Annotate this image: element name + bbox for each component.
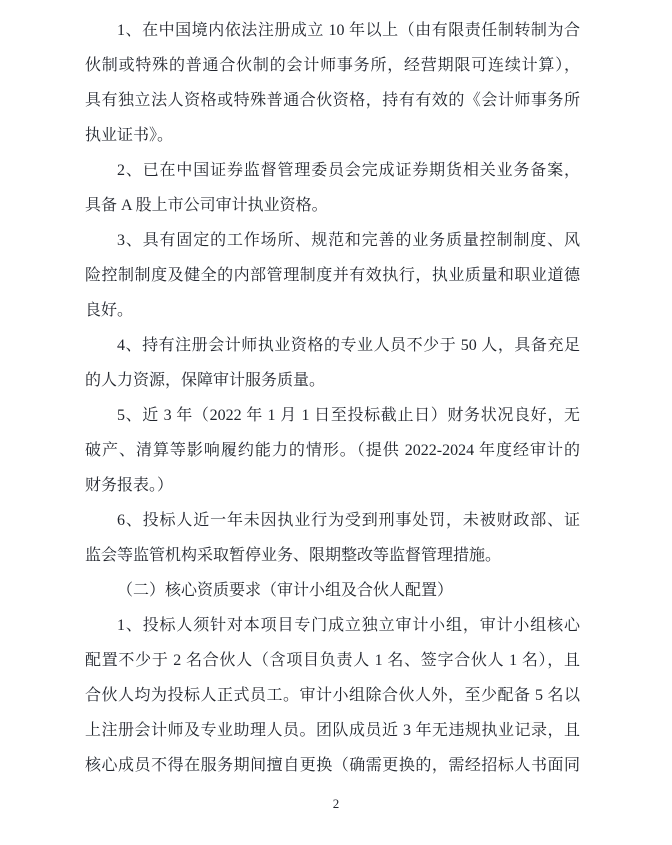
- paragraph-line: 险控制制度及健全的内部管理制度并有效执行，执业质量和职业道德: [85, 267, 580, 284]
- paragraph-line: 6、投标人近一年未因执业行为受到刑事处罚，未被财政部、证: [117, 512, 580, 529]
- paragraph-line: 3、具有固定的工作场所、规范和完善的业务质量控制制度、风: [117, 232, 580, 249]
- paragraph-line: 伙制或特殊的普通合伙制的会计师事务所，经营期限可连续计算），: [85, 57, 580, 74]
- paragraph-line: 执业证书》。: [85, 127, 174, 144]
- paragraph-line: 财务报表。）: [85, 477, 174, 494]
- page-number: 2: [332, 796, 340, 811]
- paragraph-line: 1、投标人须针对本项目专门成立独立审计小组，审计小组核心: [117, 617, 580, 634]
- paragraph-line: 4、持有注册会计师执业资格的专业人员不少于 50 人，具备充足: [117, 337, 580, 354]
- paragraph-line: 具备 A 股上市公司审计执业资格。: [85, 197, 328, 214]
- section-heading: [85, 573, 580, 608]
- paragraph-line: 的人力资源，保障审计服务质量。: [85, 372, 326, 389]
- paragraph-line: 1、在中国境内依法注册成立 10 年以上（由有限责任制转制为合: [117, 22, 580, 39]
- paragraph: [85, 328, 580, 398]
- paragraph-line: 合伙人均为投标人正式员工。审计小组除合伙人外，至少配备 5 名以: [85, 687, 580, 704]
- paragraph: [85, 398, 580, 503]
- paragraph-line: 2、已在中国证券监督管理委员会完成证券期货相关业务备案，: [117, 162, 580, 179]
- paragraph-line: 核心成员不得在服务期间擅自更换（确需更换的，需经招标人书面同: [85, 757, 580, 774]
- paragraph-line: 上注册会计师及专业助理人员。团队成员近 3 年无违规执业记录，且: [85, 722, 580, 739]
- paragraph: [85, 13, 580, 153]
- paragraph-line: 配置不少于 2 名合伙人（含项目负责人 1 名、签字合伙人 1 名），且: [85, 652, 580, 669]
- paragraph: [85, 608, 580, 783]
- body-text: [85, 13, 580, 783]
- paragraph: [85, 153, 580, 223]
- paragraph: [85, 503, 580, 573]
- paragraph: [85, 223, 580, 328]
- paragraph-line: 监会等监管机构采取暂停业务、限期整改等监督管理措施。: [85, 547, 502, 564]
- section-heading-line: （二）核心资质要求（审计小组及合伙人配置）: [117, 582, 454, 599]
- paragraph-line: 良好。: [85, 302, 134, 319]
- paragraph-line: 5、近 3 年（2022 年 1 月 1 日至投标截止日）财务状况良好，无: [117, 407, 580, 424]
- paragraph-line: 破产、清算等影响履约能力的情形。（提供 2022-2024 年度经审计的: [85, 442, 580, 459]
- paragraph-line: 具有独立法人资格或特殊普通合伙资格，持有有效的《会计师事务所: [85, 92, 580, 109]
